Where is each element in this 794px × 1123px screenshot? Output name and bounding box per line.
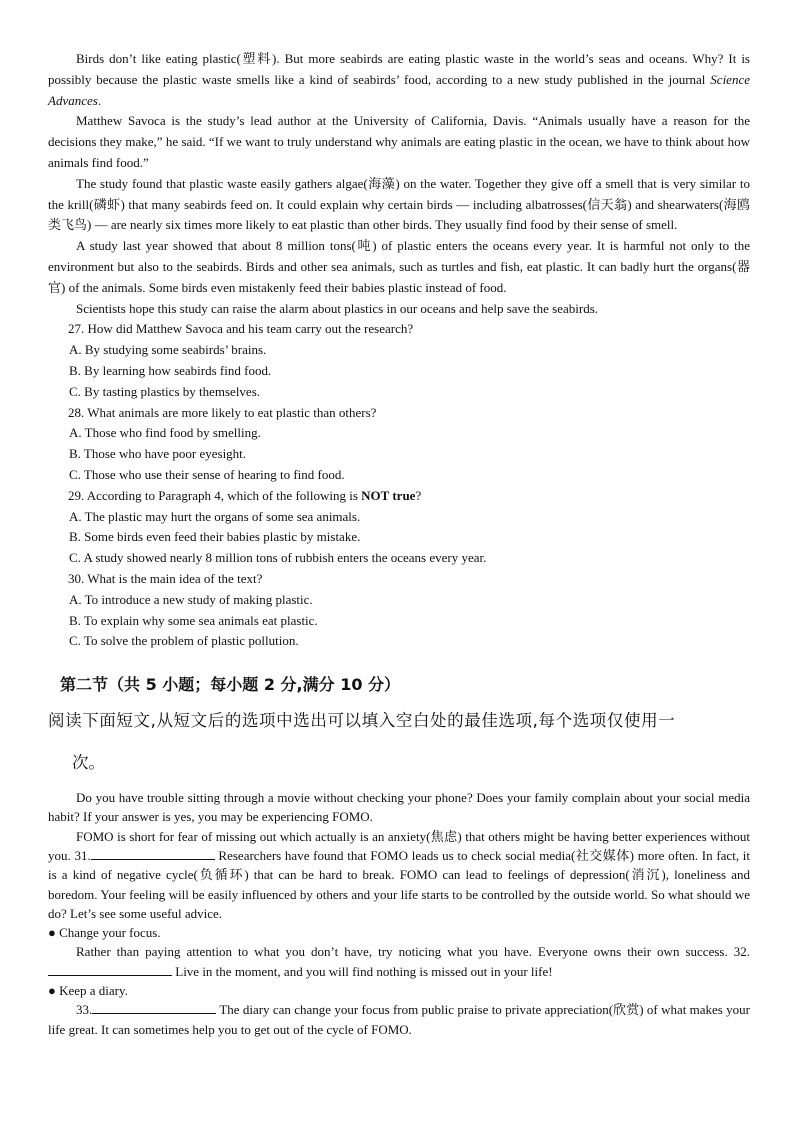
q29-stem: 29. According to Paragraph 4, which of the following is (68, 487, 362, 503)
fomo-p2-text-cont: Researchers have found that FOMO leads us to check social media(社交媒体) more often. In fact, it is a kind of negative cycle(负循环) that can be hard to break. FOMO can lead to feelings of depression(消沉), loneliness and boredom. Your feeling will be easily influenced by others and your life starts to be controlled by the outside world. So what should we do? Let’s see some useful advice. (48, 848, 751, 921)
q29-emphasis: NOT true (361, 487, 416, 503)
fomo-p3-text: Rather than paying attention to what you don’t have, try noticing what you have. Everyone owns their own success. 32. (76, 944, 750, 960)
passage-paragraph-2: Matthew Savoca is the study’s lead author at the University of California, Davis. “Animals usually have a reason for the decisions they make,” he said. “If we want to truly understand why animals are eating plastic in the ocean, we have to think about how animals find food.” (48, 113, 750, 170)
q30-option-a: A. To introduce a new study of making plastic. (69, 591, 313, 607)
q29-stem-end: ? (415, 487, 422, 503)
worksheet-page (48, 49, 750, 1039)
q30-option-b: B. To explain why some sea animals eat plastic. (69, 612, 318, 628)
q27-option-b: B. By learning how seabirds find food. (69, 362, 272, 378)
fomo-p4-number: 33. (76, 1002, 93, 1018)
p1-end: . (97, 92, 102, 108)
blank-32[interactable] (48, 963, 172, 976)
q30-option-c: C. To solve the problem of plastic pollution. (69, 633, 299, 649)
question-27: 27. How did Matthew Savoca and his team carry out the research? (68, 321, 414, 337)
fomo-p4-text: The diary can change your focus from public praise to private appreciation(欣赏) of what makes your life great. It can sometimes help you to get out of the cycle of FOMO. (48, 1002, 750, 1037)
blank-31[interactable] (91, 847, 215, 860)
passage-paragraph-3: The study found that plastic waste easily gathers algae(海藻) on the water. Together they give off a smell that is very similar to the krill(磷虾) that many seabirds feed on. It could explain why certain birds — including albatrosses(信天翁) and shearwaters(海鸥类飞鸟) — are nearly six times more likely to eat plastic than other birds. They usually find food by their sense of smell. (48, 175, 750, 233)
fomo-p3-text-cont: Live in the moment, and you will find nothing is missed out in your life! (172, 963, 553, 979)
fomo-paragraph-1: Do you have trouble sitting through a movie without checking your phone? Does your family complain about your social media habit? If your answer is yes, you may be experiencing FOMO. (48, 790, 750, 825)
passage-paragraph-1 (48, 49, 750, 111)
q28-option-a: A. Those who find food by smelling. (69, 425, 261, 441)
passage-paragraph-4: A study last year showed that about 8 million tons(吨) of plastic enters the oceans every year. It is harmful not only to the environment but also to the seabirds. Birds and other sea animals, such as turtles and fish, eat plastic. It can badly hurt the organs(器官) of the animals. Some birds even mistakenly feed their babies plastic instead of food. (48, 238, 750, 295)
q29-option-c: C. A study showed nearly 8 million tons of rubbish enters the oceans every year. (69, 550, 487, 566)
fomo-p2-text: FOMO is short for fear of missing out which actually is an anxiety(焦虑) that others might be having better experiences without you. 31. (48, 828, 750, 863)
fomo-paragraph-2 (48, 827, 750, 923)
q28-option-c: C. Those who use their sense of hearing to find food. (69, 466, 345, 482)
question-29 (48, 486, 750, 507)
blank-33[interactable] (92, 1001, 216, 1014)
question-30: 30. What is the main idea of the text? (68, 570, 263, 586)
section-2-title: 第二节（共 5 小题；每小题 2 分,满分 10 分） (60, 675, 401, 695)
fomo-paragraph-4 (48, 1000, 750, 1039)
journal-name: Science Advances (48, 71, 750, 108)
section-2-instruction: 阅读下面短文,从短文后的选项中选出可以填入空白处的最佳选项,每个选项仅使用一 (48, 711, 676, 731)
passage-paragraph-5: Scientists hope this study can raise the alarm about plastics in our oceans and help save the seabirds. (76, 300, 599, 316)
bullet-change-focus: ● Change your focus. (48, 925, 161, 941)
q29-option-b: B. Some birds even feed their babies plastic by mistake. (69, 529, 361, 545)
question-28: 28. What animals are more likely to eat plastic than others? (68, 404, 377, 420)
bullet-keep-diary: ● Keep a diary. (48, 983, 128, 999)
section-2-instruction-cont: 次。 (72, 753, 105, 773)
fomo-paragraph-3 (48, 942, 750, 981)
p1-text: Birds don’t like eating plastic(塑料). But more seabirds are eating plastic waste in the world’s seas and oceans. Why? It is possibly because the plastic waste smells like a kind of seabirds’ food, according to a new study published in the journal (48, 51, 750, 87)
q27-option-c: C. By tasting plastics by themselves. (69, 383, 261, 399)
q28-option-b: B. Those who have poor eyesight. (69, 446, 247, 462)
q27-option-a: A. By studying some seabirds’ brains. (69, 342, 267, 358)
q29-option-a: A. The plastic may hurt the organs of some sea animals. (69, 508, 361, 524)
